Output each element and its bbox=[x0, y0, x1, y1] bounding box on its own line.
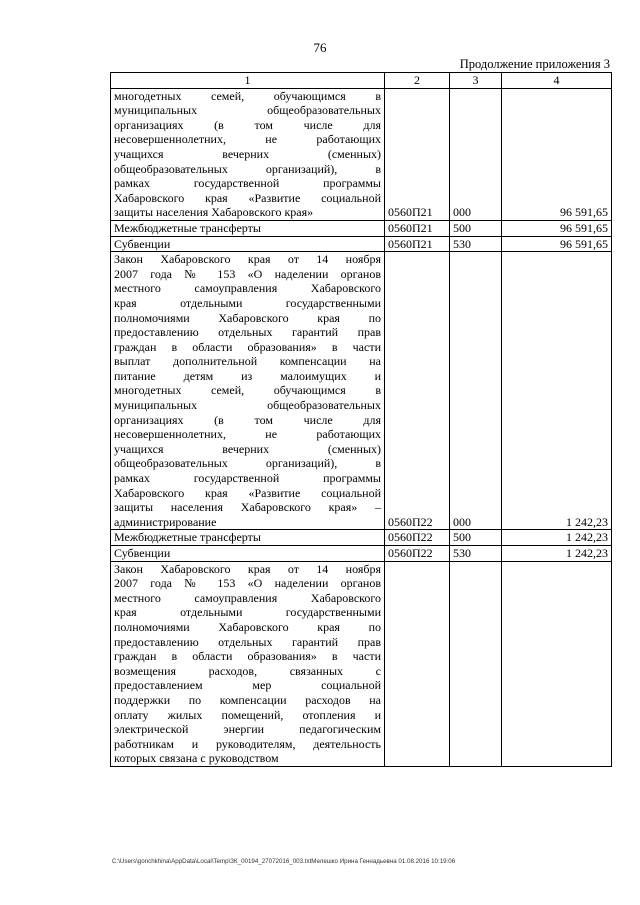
description-line: предоставлению отдельных гарантий прав bbox=[114, 325, 381, 340]
description-line: организациях (в том числе для bbox=[114, 412, 381, 427]
description-line: поддержки по компенсации расходов на bbox=[114, 692, 381, 707]
description-line: Хабаровского края «Развитие социальной bbox=[114, 485, 381, 500]
row-target-code: 0560П21 bbox=[385, 88, 450, 220]
row-expense-kind: 000 bbox=[450, 88, 502, 220]
description-line: муниципальных общеобразовательных bbox=[114, 103, 381, 118]
description-line: 2007 года № 153 «О наделении органов bbox=[114, 266, 381, 281]
description-line: Хабаровского края «Развитие социальной bbox=[114, 190, 381, 205]
column-header: 1 bbox=[111, 73, 385, 89]
description-line: защиты населения Хабаровского края» bbox=[114, 205, 314, 220]
description-line: возмещения расходов, связанных с bbox=[114, 663, 381, 678]
description-line: полномочиями Хабаровского края по bbox=[114, 619, 381, 634]
description-line: которых связана с руководством bbox=[114, 751, 279, 766]
row-amount: 1 242,23 bbox=[502, 546, 612, 562]
description-line: общеобразовательных организаций), в bbox=[114, 161, 381, 176]
description-line: выплат дополнительной компенсации на bbox=[114, 354, 381, 369]
description-line: рамках государственной программы bbox=[114, 471, 381, 486]
table-row bbox=[111, 546, 612, 562]
row-expense-kind: 000 bbox=[450, 252, 502, 530]
description-line: местного самоуправления Хабаровского bbox=[114, 281, 381, 296]
row-description bbox=[111, 252, 385, 530]
row-description bbox=[111, 546, 385, 562]
row-expense-kind: 500 bbox=[450, 220, 502, 236]
description-line: края отдельными государственными bbox=[114, 295, 381, 310]
description-line: оплату жилых помещений, отопления и bbox=[114, 707, 381, 722]
row-expense-kind: 530 bbox=[450, 236, 502, 252]
description-line: Закон Хабаровского края от 14 ноября bbox=[114, 561, 381, 576]
row-target-code: 0560П21 bbox=[385, 236, 450, 252]
footer-file-path: C:\Users\gonchkhina\AppData\Local\Temp\ЗК_00194_27072016_003.txtМелешко Ирина Геннадьевна 01.08.2016 10:19:06 bbox=[112, 858, 456, 865]
row-amount: 96 591,65 bbox=[502, 88, 612, 220]
description-line: организациях (в том числе для bbox=[114, 117, 381, 132]
table-header-row bbox=[111, 73, 612, 89]
description-line: 2007 года № 153 «О наделении органов bbox=[114, 576, 381, 591]
column-header: 2 bbox=[385, 73, 450, 89]
row-description bbox=[111, 236, 385, 252]
description-line: многодетных семей, обучающимся в bbox=[114, 88, 381, 103]
description-line: несовершеннолетних, не работающих bbox=[114, 132, 381, 147]
row-description bbox=[111, 530, 385, 546]
row-amount: 1 242,23 bbox=[502, 252, 612, 530]
description-line: Межбюджетные трансферты bbox=[114, 530, 261, 545]
row-amount: 1 242,23 bbox=[502, 530, 612, 546]
description-line: общеобразовательных организаций), в bbox=[114, 456, 381, 471]
row-description bbox=[111, 220, 385, 236]
row-expense-kind: 530 bbox=[450, 546, 502, 562]
description-line: рамках государственной программы bbox=[114, 176, 381, 191]
row-amount bbox=[502, 561, 612, 766]
row-description bbox=[111, 88, 385, 220]
description-line: граждан в области образования» в части bbox=[114, 339, 381, 354]
description-line: полномочиями Хабаровского края по bbox=[114, 310, 381, 325]
description-line: работникам и руководителям, деятельность bbox=[114, 736, 381, 751]
description-line: защиты населения Хабаровского края» – bbox=[114, 500, 381, 515]
row-expense-kind: 500 bbox=[450, 530, 502, 546]
row-expense-kind bbox=[450, 561, 502, 766]
description-line: местного самоуправления Хабаровского bbox=[114, 590, 381, 605]
description-line: электрической энергии педагогическим bbox=[114, 722, 381, 737]
description-line: края отдельными государственными bbox=[114, 605, 381, 620]
table-row bbox=[111, 530, 612, 546]
row-amount: 96 591,65 bbox=[502, 220, 612, 236]
description-line: Субвенции bbox=[114, 546, 171, 560]
continuation-label: Продолжение приложения 3 bbox=[459, 57, 610, 71]
table-row bbox=[111, 561, 612, 766]
description-line: администрирование bbox=[114, 514, 217, 529]
column-header: 4 bbox=[502, 73, 612, 89]
row-description bbox=[111, 561, 385, 766]
table-row bbox=[111, 252, 612, 530]
description-line: предоставлению отдельных гарантий прав bbox=[114, 634, 381, 649]
description-line: учащихся вечерних (сменных) bbox=[114, 441, 381, 456]
row-target-code: 0560П22 bbox=[385, 252, 450, 530]
table-row bbox=[111, 88, 612, 220]
row-target-code: 0560П21 bbox=[385, 220, 450, 236]
table-body bbox=[111, 88, 612, 766]
table-row bbox=[111, 220, 612, 236]
row-amount: 96 591,65 bbox=[502, 236, 612, 252]
table-row bbox=[111, 236, 612, 252]
description-line: несовершеннолетних, не работающих bbox=[114, 427, 381, 442]
description-line: учащихся вечерних (сменных) bbox=[114, 146, 381, 161]
description-line: многодетных семей, обучающимся в bbox=[114, 383, 381, 398]
row-target-code: 0560П22 bbox=[385, 530, 450, 546]
description-line: Межбюджетные трансферты bbox=[114, 220, 261, 235]
description-line: Субвенции bbox=[114, 236, 171, 251]
description-line: питание детям из малоимущих и bbox=[114, 368, 381, 383]
column-header: 3 bbox=[450, 73, 502, 89]
budget-table bbox=[110, 72, 612, 767]
page-number: 76 bbox=[313, 40, 327, 55]
description-line: Закон Хабаровского края от 14 ноября bbox=[114, 252, 381, 267]
description-line: предоставлением мер социальной bbox=[114, 678, 381, 693]
row-target-code bbox=[385, 561, 450, 766]
description-line: муниципальных общеобразовательных bbox=[114, 398, 381, 413]
description-line: граждан в области образования» в части bbox=[114, 649, 381, 664]
row-target-code: 0560П22 bbox=[385, 546, 450, 562]
